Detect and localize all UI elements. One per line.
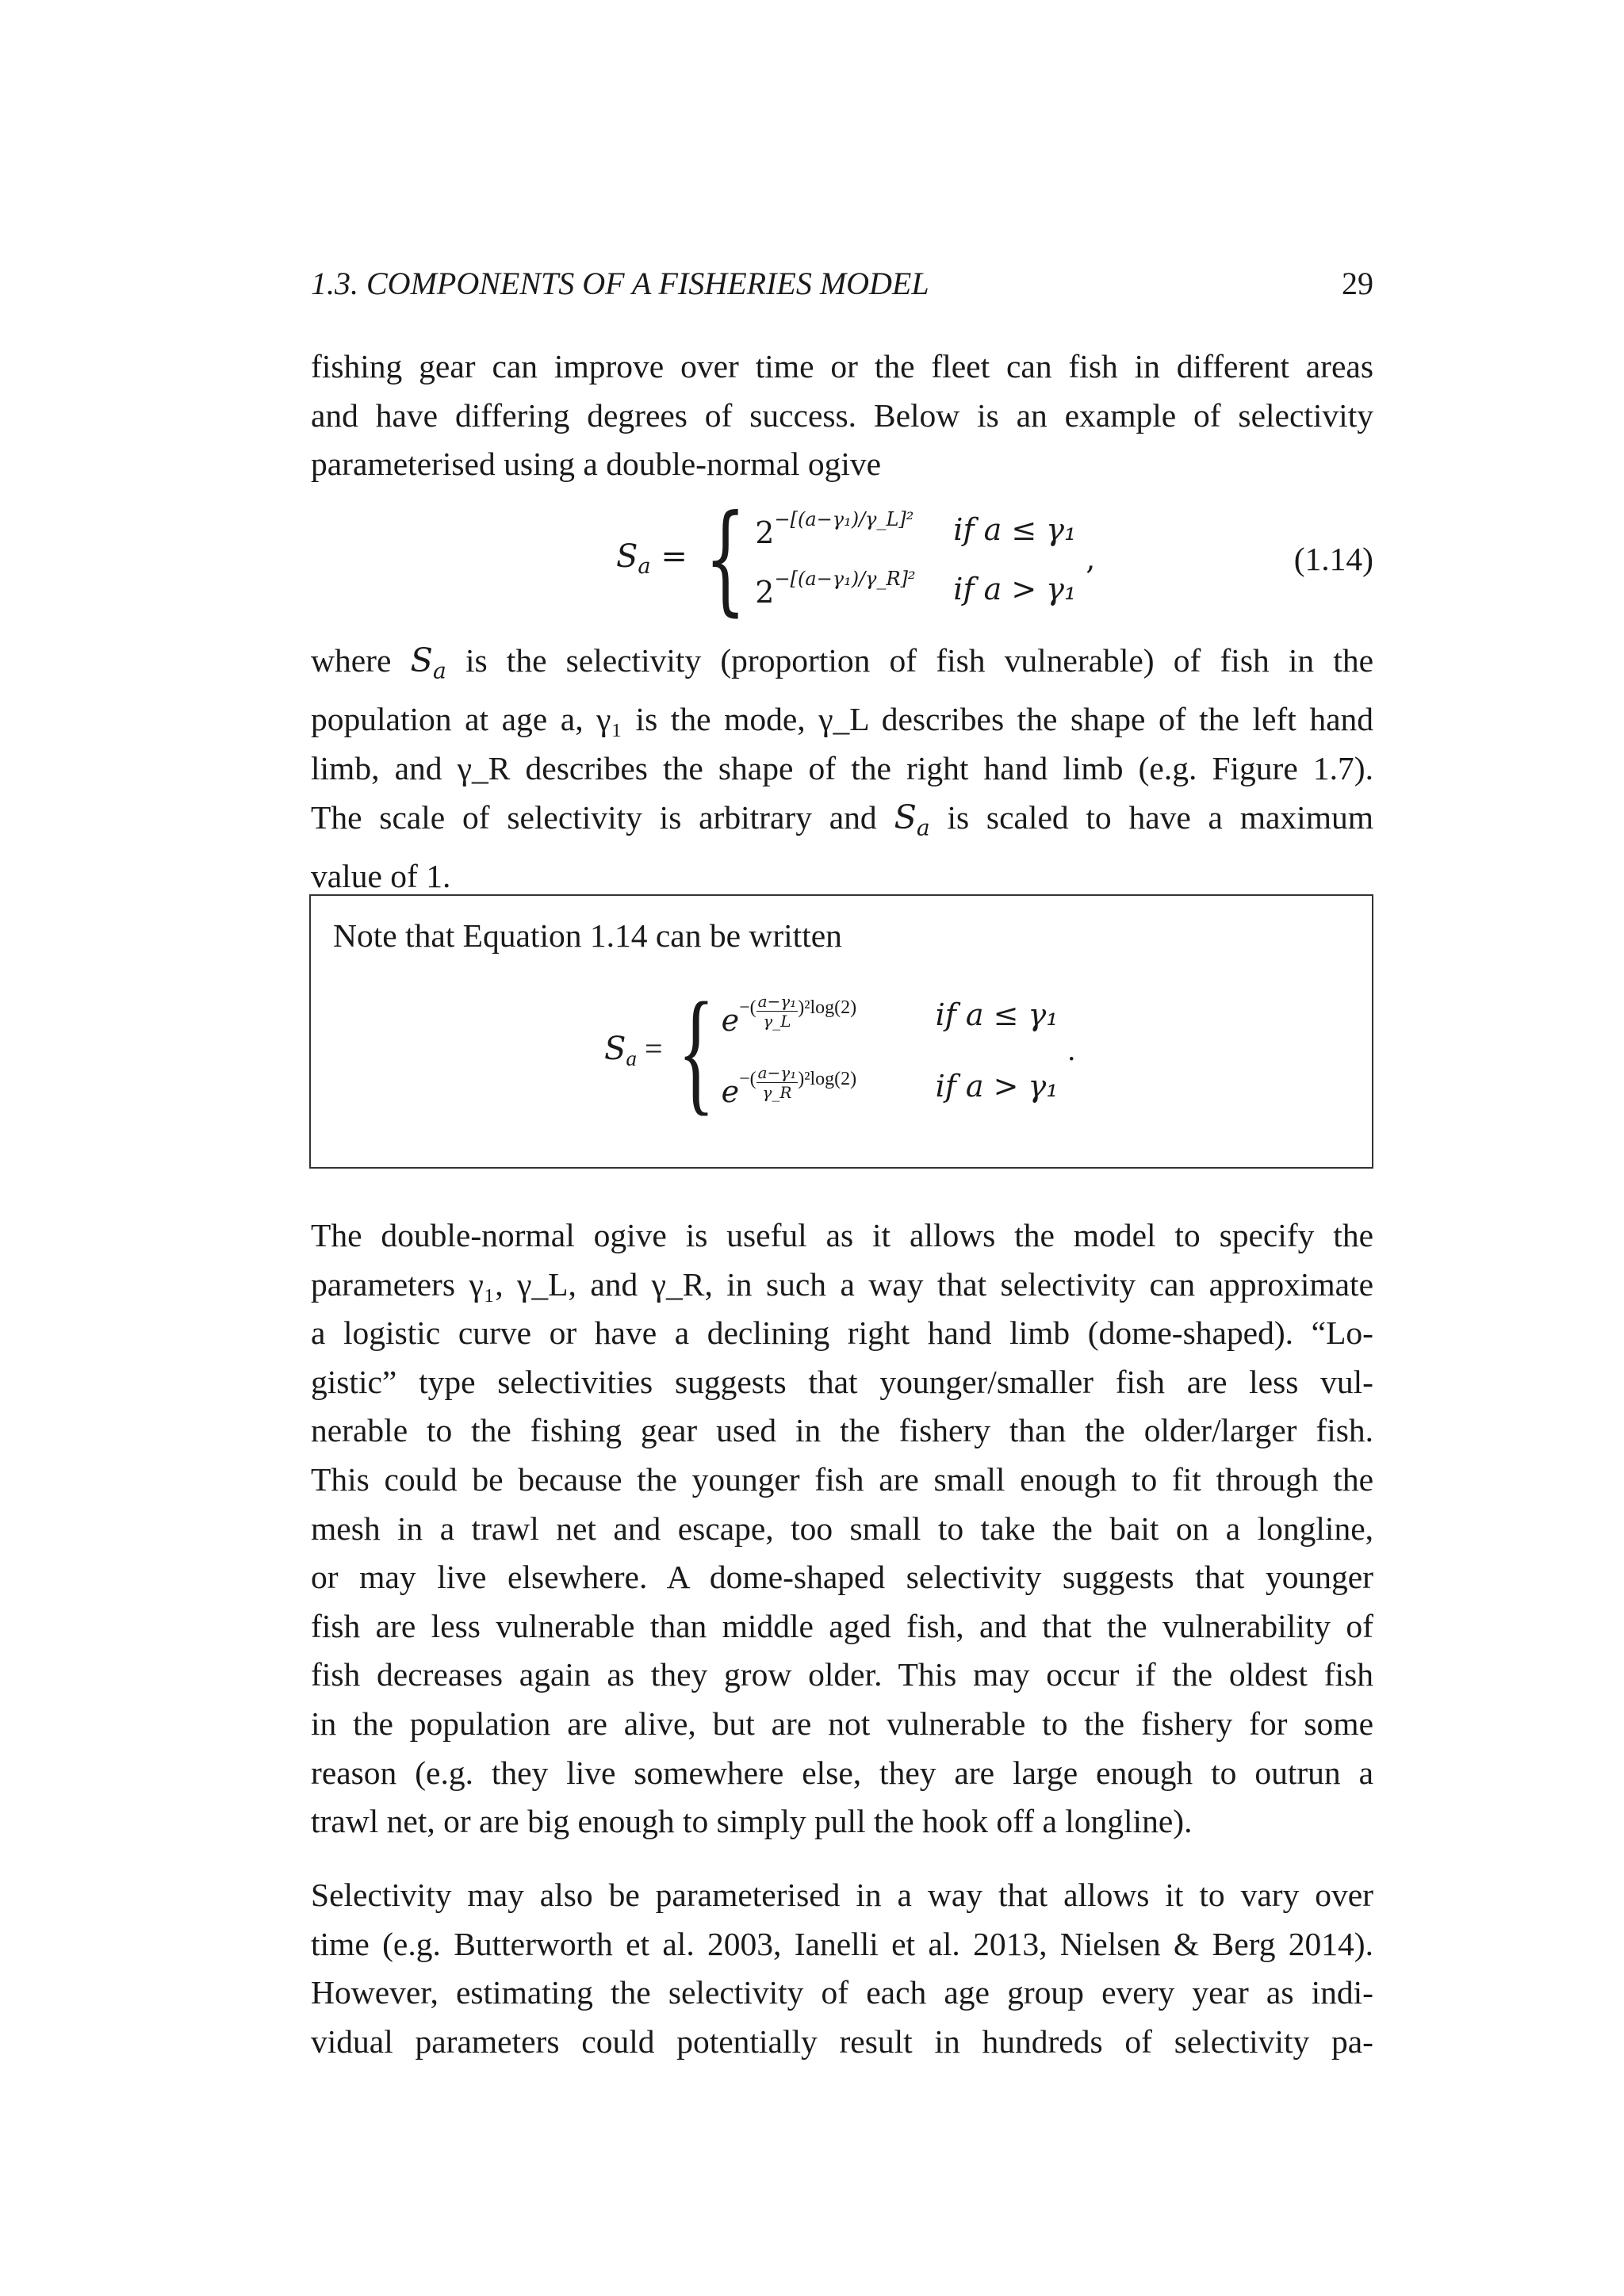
note-text: Note that Equation 1.14 can be written [333, 917, 842, 954]
paragraph-time-varying [311, 1871, 1373, 2066]
text-line: time (e.g. Butterworth et al. 2003, Ianelli et al. 2013, Nielsen & Berg 2014). [311, 1925, 1373, 1962]
equation-1-14 [311, 490, 1373, 628]
text-line: a logistic curve or have a declining right hand limb (dome-shaped). “Lo- [311, 1314, 1373, 1352]
case-1-expr: $2^{-[(a-\gamma_1)/\gamma\_L]^2}$ [755, 508, 914, 550]
text-line: The double-normal ogive is useful as it allows the model to specify the [311, 1217, 1373, 1253]
paragraph-definitions [311, 636, 1373, 901]
note-equation [604, 971, 1075, 1130]
note-case-2-condition: if a > γ₁ [935, 1069, 1059, 1104]
paragraph-double-normal [311, 1211, 1373, 1846]
text-line: parameters γ₁, γ_L, and γ_R, in such a way that selectivity can approximate [311, 1265, 1373, 1303]
text-line: reason (e.g. they live somewhere else, they are large enough to outrun a [311, 1754, 1373, 1791]
text-line: or may live elsewhere. A dome-shaped selectivity suggests that younger [311, 1559, 1373, 1596]
text-line: fish are less vulnerable than middle aged fish, and that the vulnerability of [311, 1607, 1373, 1644]
text-line: parameterised using a double-normal ogive [311, 446, 882, 483]
text-line: and have differing degrees of success. Below is an example of selectivity [311, 396, 1373, 434]
text-line: However, estimating the selectivity of each age group every year as indi- [311, 1974, 1373, 2011]
note-eq-lhs: $S_a$ = [604, 1030, 663, 1071]
text-line: gistic” type selectivities suggests that younger/smaller fish are less vul- [311, 1363, 1373, 1400]
text-line: The scale of selectivity is arbitrary and $S_a$ is scaled to have a maximum [311, 798, 1374, 841]
page-number: 29 [1342, 266, 1373, 301]
text-line: fishing gear can improve over time or the fleet can fish in different areas [311, 348, 1373, 385]
eq-comma: , [1086, 541, 1096, 576]
text-line: in the population are alive, but are not vulnerable to the fishery for some [311, 1705, 1373, 1742]
text-line: where $S_a$ is the selectivity (proportion of fish vulnerable) of fish in the [311, 641, 1374, 684]
section-title: 1.3. COMPONENTS OF A FISHERIES MODEL [311, 266, 929, 301]
text-line: limb, and γ_R describes the shape of the right hand limb (e.g. Figure 1.7). [311, 749, 1373, 786]
note-case-1-expr: $e^{-( \frac{\text{a−γ₁}}{\gamma\_L} )^2log(2)}$ [721, 991, 857, 1038]
note-case-1-condition: if a ≤ γ₁ [935, 997, 1059, 1032]
case-2-expr: $2^{-[(a-\gamma_1)/\gamma\_R]^2}$ [755, 568, 916, 610]
text-line: value of 1. [311, 858, 451, 895]
note-case-2-expr: $e^{-( \frac{\text{a−γ₁}}{\gamma\_R} )^2log(2)}$ [721, 1062, 857, 1109]
text-line: population at age a, γ₁ is the mode, γ_L describes the shape of the left hand [311, 701, 1373, 738]
note-eq-period: . [1067, 1034, 1075, 1067]
case-1-condition: if a ≤ γ₁ [953, 511, 1077, 547]
paragraph-intro [311, 342, 1373, 489]
text-line: Selectivity may also be parameterised in a way that allows it to vary over [311, 1877, 1373, 1913]
running-header [311, 260, 1373, 308]
text-line: trawl net, or are big enough to simply pull the hook off a longline). [311, 1803, 1193, 1840]
text-line: This could be because the younger fish are small enough to fit through the [311, 1460, 1373, 1498]
left-brace: { [704, 490, 746, 628]
eq-lhs: $S_a$ = [616, 538, 688, 580]
text-line: nerable to the fishing gear used in the fishery than the older/larger fish. [311, 1412, 1373, 1449]
left-brace: { [677, 973, 714, 1127]
note-box [309, 894, 1373, 1169]
equation-number: (1.14) [1293, 541, 1373, 577]
case-2-condition: if a > γ₁ [953, 571, 1077, 607]
text-line: fish decreases again as they grow older. This may occur if the oldest fish [311, 1656, 1373, 1693]
text-line: mesh in a trawl net and escape, too small to take the bait on a longline, [311, 1510, 1373, 1547]
text-line: vidual parameters could potentially result in hundreds of selectivity pa- [311, 2022, 1373, 2060]
